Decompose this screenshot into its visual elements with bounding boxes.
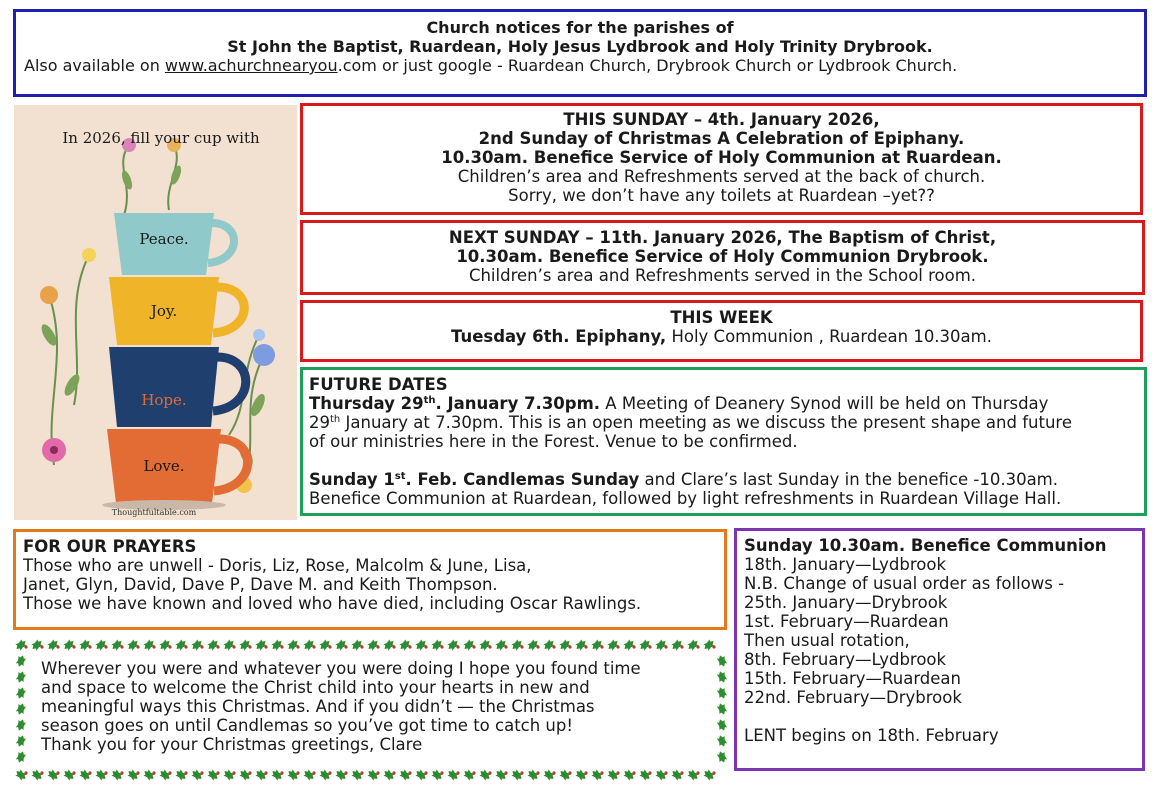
holly-leaf <box>414 768 428 782</box>
holly-leaf <box>222 638 236 652</box>
this-sunday-occasion: 2nd Sunday of Christmas A Celebration of Epiphany. <box>478 129 965 148</box>
next-sunday-notice <box>300 220 1145 295</box>
holly-leaf <box>270 768 284 782</box>
holly-berry <box>72 771 75 774</box>
holly-leaf <box>590 638 604 652</box>
future-item-candlemas-text: and Clare’s last Sunday in the benefice -10.30am. <box>639 470 1059 489</box>
holly-leaf <box>478 638 492 652</box>
holly-berry <box>216 645 219 648</box>
holly-berry <box>376 645 379 648</box>
holly-leaf <box>366 638 380 652</box>
holly-berry <box>344 771 347 774</box>
holly-berry <box>296 771 299 774</box>
holly-leaf <box>270 638 284 652</box>
holly-leaf <box>62 638 76 652</box>
holly-berry <box>328 771 331 774</box>
poster-headline: In 2026, fill your cup with <box>62 129 260 147</box>
future-item-synod-date-b: . January 7.30pm. <box>435 394 601 413</box>
message-line: season goes on until Candlemas so you’ve got time to catch up! <box>41 716 573 735</box>
holly-berry <box>424 645 427 648</box>
prayers-title: FOR OUR PRAYERS <box>23 537 197 556</box>
holly-berry <box>712 645 715 648</box>
holly-berry <box>136 645 139 648</box>
holly-leaf <box>110 768 124 782</box>
holly-leaf <box>110 638 124 652</box>
holly-leaf <box>142 638 156 652</box>
holly-leaf <box>510 768 524 782</box>
holly-berry <box>104 771 107 774</box>
holly-leaf <box>590 768 604 782</box>
future-dates-notice <box>300 367 1147 516</box>
schedule-line: N.B. Change of usual order as follows - <box>744 574 1065 593</box>
holly-berry <box>232 645 235 648</box>
holly-leaf <box>302 768 316 782</box>
holly-berry <box>376 771 379 774</box>
holly-leaf <box>94 638 108 652</box>
holly-leaf <box>478 768 492 782</box>
future-item-synod-line2-sup: th <box>330 414 341 425</box>
holly-berry <box>136 771 139 774</box>
holly-berry <box>184 645 187 648</box>
holly-leaf <box>716 734 728 748</box>
this-sunday-notice <box>300 103 1143 215</box>
next-sunday-service: 10.30am. Benefice Service of Holy Communion Drybrook. <box>456 247 989 266</box>
schedule-lent: LENT begins on 18th. February <box>744 726 999 745</box>
holly-berry <box>616 771 619 774</box>
holly-leaf <box>126 768 140 782</box>
holly-leaf <box>716 686 728 700</box>
holly-leaf <box>670 638 684 652</box>
holly-berry <box>152 645 155 648</box>
future-spacer <box>309 451 1138 470</box>
this-sunday-service: 10.30am. Benefice Service of Holy Communion at Ruardean. <box>441 148 1002 167</box>
next-sunday-date: NEXT SUNDAY – 11th. January 2026, The Baptism of Christ, <box>448 228 997 247</box>
holly-berry <box>312 771 315 774</box>
holly-berry <box>520 771 523 774</box>
holly-leaf <box>430 638 444 652</box>
christmas-message <box>13 637 730 783</box>
holly-berry <box>72 645 75 648</box>
holly-leaf <box>558 768 572 782</box>
holly-berry <box>456 771 459 774</box>
holly-berry <box>712 771 715 774</box>
this-week-title: THIS WEEK <box>670 308 773 327</box>
holly-leaf <box>14 768 28 782</box>
holly-leaf <box>302 638 316 652</box>
holly-leaf <box>574 638 588 652</box>
holly-berry <box>648 645 651 648</box>
this-week-event-day: Tuesday 6th. Epiphany, <box>451 327 667 346</box>
holly-berry <box>120 771 123 774</box>
holly-leaf <box>462 768 476 782</box>
holly-berry <box>392 771 395 774</box>
holly-berry <box>504 645 507 648</box>
holly-leaf <box>526 768 540 782</box>
holly-leaf <box>15 750 27 764</box>
holly-berry <box>56 645 59 648</box>
holly-berry <box>200 645 203 648</box>
future-item-synod-line2-b: January at 7.30pm. This is an open meeting as we discuss the present shape and future <box>340 413 1072 432</box>
holly-berry <box>40 645 43 648</box>
holly-leaf <box>334 768 348 782</box>
future-item-synod-text: A Meeting of Deanery Synod will be held on Thursday <box>600 394 1049 413</box>
holly-leaf <box>15 654 27 668</box>
holly-leaf <box>254 768 268 782</box>
holly-leaf <box>398 638 412 652</box>
holly-leaf <box>526 638 540 652</box>
holly-leaf <box>414 638 428 652</box>
holly-leaf <box>238 638 252 652</box>
holly-berry <box>168 645 171 648</box>
future-item-synod-date-a: Thursday 29 <box>309 394 424 413</box>
cup-label-love: Love. <box>143 457 185 475</box>
holly-leaf <box>382 638 396 652</box>
holly-berry <box>520 645 523 648</box>
holly-leaf <box>14 638 28 652</box>
holly-leaf <box>78 638 92 652</box>
holly-leaf <box>716 750 728 764</box>
holly-leaf <box>542 638 556 652</box>
holly-leaf <box>398 768 412 782</box>
future-item-candlemas-sup: st <box>394 471 406 482</box>
holly-leaf <box>606 768 620 782</box>
header-availability-prefix: Also available on <box>24 56 165 75</box>
prayers-unwell: Those who are unwell - Doris, Liz, Rose, Malcolm & June, Lisa, <box>23 556 532 575</box>
holly-berry <box>264 771 267 774</box>
holly-berry <box>664 771 667 774</box>
header-parishes: St John the Baptist, Ruardean, Holy Jesus Lydbrook and Holy Trinity Drybrook. <box>227 37 933 56</box>
holly-berry <box>600 645 603 648</box>
holly-leaf <box>430 768 444 782</box>
holly-berry <box>360 771 363 774</box>
holly-leaf <box>622 768 636 782</box>
holly-leaf <box>126 638 140 652</box>
holly-berry <box>200 771 203 774</box>
holly-berry <box>312 645 315 648</box>
holly-berry <box>584 771 587 774</box>
holly-leaf <box>94 768 108 782</box>
holly-berry <box>440 771 443 774</box>
holly-berry <box>56 771 59 774</box>
holly-leaf <box>174 768 188 782</box>
schedule-line: 22nd. February—Drybrook <box>744 688 962 707</box>
holly-leaf <box>446 638 460 652</box>
holly-leaf <box>15 686 27 700</box>
holly-leaf <box>686 638 700 652</box>
this-sunday-refreshments: Children’s area and Refreshments served at the back of church. <box>457 167 986 186</box>
holly-berry <box>552 645 555 648</box>
holly-leaf <box>654 638 668 652</box>
holly-berry <box>616 645 619 648</box>
holly-border <box>13 637 730 783</box>
holly-berry <box>232 771 235 774</box>
holly-berry <box>696 771 699 774</box>
holly-leaf <box>318 768 332 782</box>
holly-leaf <box>446 768 460 782</box>
holly-leaf <box>254 638 268 652</box>
next-sunday-refreshments: Children’s area and Refreshments served in the School room. <box>468 266 977 285</box>
holly-berry <box>568 771 571 774</box>
holly-leaf <box>350 768 364 782</box>
holly-leaf <box>142 768 156 782</box>
future-item-candlemas-date-a: Sunday 1 <box>309 470 395 489</box>
header-availability-suffix: .com or just google - Ruardean Church, Drybrook Church or Lydbrook Church. <box>337 56 958 75</box>
this-week-event <box>311 327 1132 346</box>
holly-berry <box>40 771 43 774</box>
holly-berry <box>408 771 411 774</box>
header-title: Church notices for the parishes of <box>426 18 734 37</box>
holly-leaf <box>46 768 60 782</box>
header-availability <box>24 56 1136 75</box>
holly-berry <box>488 645 491 648</box>
holly-leaf <box>286 638 300 652</box>
holly-leaf <box>382 768 396 782</box>
holly-leaf <box>542 768 556 782</box>
holly-leaf <box>334 638 348 652</box>
holly-berry <box>648 771 651 774</box>
future-item-candlemas <box>309 470 1138 489</box>
holly-leaf <box>78 768 92 782</box>
holly-berry <box>88 645 91 648</box>
message-line: and space to welcome the Christ child into your hearts in new and <box>41 678 590 697</box>
holly-berry <box>664 645 667 648</box>
holly-berry <box>152 771 155 774</box>
prayers-unwell-cont: Janet, Glyn, David, Dave P, Dave M. and Keith Thompson. <box>23 575 498 594</box>
holly-leaf <box>716 702 728 716</box>
holly-leaf <box>206 638 220 652</box>
future-item-synod-line2-a: 29 <box>309 413 330 432</box>
holly-leaf <box>15 670 27 684</box>
holly-berry <box>536 645 539 648</box>
holly-berry <box>632 645 635 648</box>
holly-berry <box>168 771 171 774</box>
holly-leaf <box>15 718 27 732</box>
holly-leaf <box>366 768 380 782</box>
holly-berry <box>24 645 27 648</box>
website-link[interactable]: www.achurchnearyou <box>164 56 338 75</box>
communion-schedule <box>734 528 1145 771</box>
holly-leaf <box>238 768 252 782</box>
schedule-title: Sunday 10.30am. Benefice Communion <box>744 536 1107 555</box>
schedule-line: 15th. February—Ruardean <box>744 669 962 688</box>
holly-leaf <box>606 638 620 652</box>
holly-leaf <box>286 768 300 782</box>
cup-label-peace: Peace. <box>139 230 189 248</box>
holly-leaf <box>318 638 332 652</box>
holly-leaf <box>30 768 44 782</box>
prayers-notice <box>13 529 727 630</box>
schedule-line: 1st. February—Ruardean <box>744 612 949 631</box>
future-item-synod-sup: th <box>423 395 436 406</box>
holly-leaf <box>638 768 652 782</box>
holly-berry <box>488 771 491 774</box>
holly-berry <box>296 645 299 648</box>
holly-berry <box>344 645 347 648</box>
holly-berry <box>536 771 539 774</box>
holly-leaf <box>222 768 236 782</box>
prayers-departed: Those we have known and loved who have died, including Oscar Rawlings. <box>23 594 642 613</box>
holly-leaf <box>702 768 716 782</box>
schedule-line: 8th. February—Lydbrook <box>744 650 947 669</box>
schedule-line <box>744 707 1135 726</box>
holly-leaf <box>638 638 652 652</box>
holly-berry <box>88 771 91 774</box>
holly-leaf <box>716 718 728 732</box>
poster-illustration <box>14 105 297 520</box>
holly-leaf <box>190 638 204 652</box>
holly-leaf <box>702 638 716 652</box>
holly-leaf <box>558 638 572 652</box>
holly-leaf <box>206 768 220 782</box>
holly-berry <box>264 645 267 648</box>
holly-berry <box>584 645 587 648</box>
holly-leaf <box>574 768 588 782</box>
future-item-synod <box>309 394 1138 413</box>
holly-berry <box>680 645 683 648</box>
holly-leaf <box>670 768 684 782</box>
this-sunday-toilets: Sorry, we don’t have any toilets at Ruardean –yet?? <box>508 186 935 205</box>
holly-berry <box>600 771 603 774</box>
future-item-synod-line3: of our ministries here in the Forest. Venue to be confirmed. <box>309 432 798 451</box>
poster-image <box>14 105 297 520</box>
future-item-candlemas-line2: Benefice Communion at Ruardean, followed by light refreshments in Ruardean Village Hall. <box>309 489 1062 508</box>
holly-leaf <box>15 702 27 716</box>
holly-berry <box>248 771 251 774</box>
holly-berry <box>104 645 107 648</box>
this-week-notice <box>300 300 1143 362</box>
holly-berry <box>24 771 27 774</box>
holly-leaf <box>622 638 636 652</box>
holly-berry <box>696 645 699 648</box>
holly-berry <box>424 771 427 774</box>
schedule-line: 25th. January—Drybrook <box>744 593 948 612</box>
holly-leaf <box>716 654 728 668</box>
holly-leaf <box>190 768 204 782</box>
cup-label-joy: Joy. <box>150 302 178 320</box>
holly-leaf <box>174 638 188 652</box>
holly-leaf <box>15 734 27 748</box>
holly-berry <box>504 771 507 774</box>
future-dates-title: FUTURE DATES <box>309 375 448 394</box>
holly-berry <box>248 645 251 648</box>
holly-leaf <box>158 768 172 782</box>
holly-berry <box>280 771 283 774</box>
holly-berry <box>408 645 411 648</box>
holly-leaf <box>462 638 476 652</box>
holly-leaf <box>654 768 668 782</box>
holly-berry <box>552 771 555 774</box>
message-line: Thank you for your Christmas greetings, Clare <box>41 735 423 754</box>
holly-berry <box>680 771 683 774</box>
holly-berry <box>472 645 475 648</box>
holly-berry <box>328 645 331 648</box>
holly-berry <box>360 645 363 648</box>
notice-header <box>13 9 1147 97</box>
cup-label-hope: Hope. <box>141 391 187 409</box>
schedule-line: 18th. January—Lydbrook <box>744 555 947 574</box>
this-week-event-detail: Holy Communion , Ruardean 10.30am. <box>666 327 992 346</box>
poster-credit: Thoughtfultable.com <box>111 508 197 517</box>
schedule-line: Then usual rotation, <box>744 631 910 650</box>
holly-berry <box>216 771 219 774</box>
holly-leaf <box>46 638 60 652</box>
holly-berry <box>184 771 187 774</box>
message-line: Wherever you were and whatever you were doing I hope you found time <box>41 659 641 678</box>
holly-leaf <box>510 638 524 652</box>
future-item-candlemas-date-b: . Feb. Candlemas Sunday <box>405 470 640 489</box>
holly-berry <box>632 771 635 774</box>
holly-leaf <box>494 638 508 652</box>
holly-leaf <box>30 638 44 652</box>
holly-berry <box>456 645 459 648</box>
this-sunday-date: THIS SUNDAY – 4th. January 2026, <box>563 110 880 129</box>
holly-berry <box>120 645 123 648</box>
holly-berry <box>440 645 443 648</box>
holly-berry <box>472 771 475 774</box>
holly-leaf <box>716 670 728 684</box>
holly-berry <box>392 645 395 648</box>
holly-leaf <box>62 768 76 782</box>
holly-berry <box>568 645 571 648</box>
holly-leaf <box>686 768 700 782</box>
message-line: meaningful ways this Christmas. And if you didn’t — the Christmas <box>41 697 595 716</box>
holly-leaf <box>350 638 364 652</box>
holly-leaf <box>494 768 508 782</box>
holly-berry <box>280 645 283 648</box>
holly-leaf <box>158 638 172 652</box>
future-item-synod-line2 <box>309 413 1138 432</box>
